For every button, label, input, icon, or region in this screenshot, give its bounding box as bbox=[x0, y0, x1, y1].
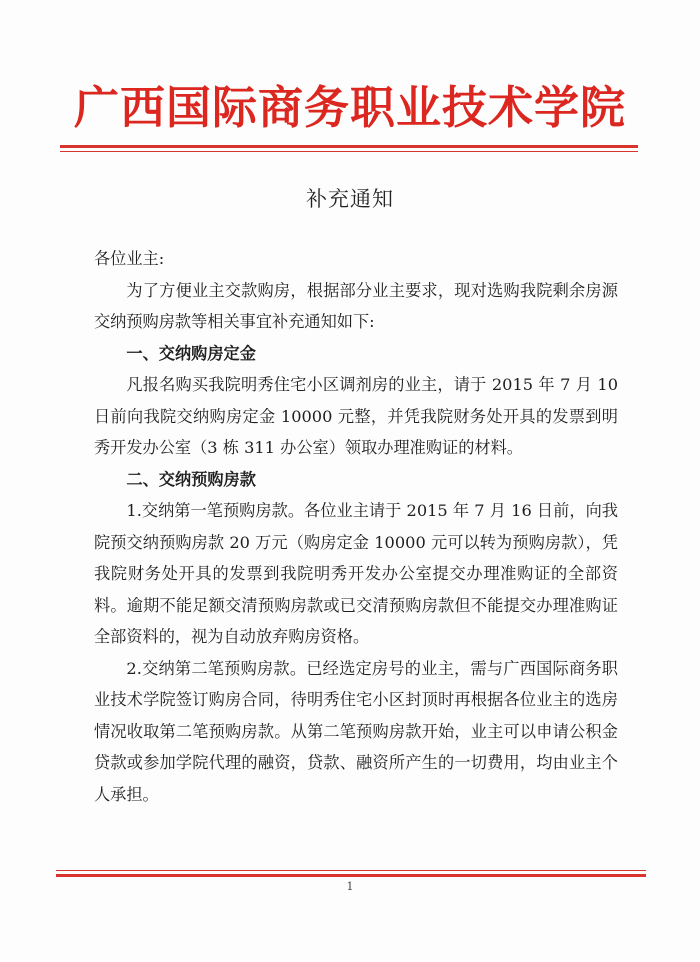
section-2-item-1: 1.交纳第一笔预购房款。各位业主请于 2015 年 7 月 16 日前，向我院预交纳预购房款 20 万元（购房定金 10000 元可以转为预购房款），凭我院财务处开具的发票到我院明秀开发办公室提交办理准购证的全部资料。逾期不能足额交清预购房款或已交清预购房款但不能提交办理准购证全部资料的，视为自动放弃购房资格。 bbox=[94, 501, 618, 646]
section-2-item-2: 2.交纳第二笔预购房款。已经选定房号的业主，需与广西国际商务职业技术学院签订购房合同，待明秀住宅小区封顶时再根据各位业主的选房情况收取第二笔预购房款。从第二笔预购房款开始，业主可以申请公积金贷款或参加学院代理的融资，贷款、融资所产生的一切费用，均由业主个人承担。 bbox=[94, 658, 618, 804]
letterhead-rule-thick bbox=[60, 145, 638, 148]
section-2-heading: 二、交纳预购房款 bbox=[126, 469, 256, 489]
institution-letterhead: 广西国际商务职业技术学院 bbox=[73, 81, 626, 134]
page-number: 1 bbox=[346, 880, 354, 893]
salutation: 各位业主: bbox=[94, 249, 165, 268]
notice-title: 补充通知 bbox=[306, 187, 394, 211]
section-1-heading: 一、交纳购房定金 bbox=[126, 343, 256, 363]
intro-paragraph: 为了方便业主交款购房，根据部分业主要求，现对选购我院剩余房源交纳预购房款等相关事宜补充通知如下: bbox=[94, 280, 618, 331]
footer-rule-thick bbox=[56, 874, 646, 877]
footer-rule-thin bbox=[56, 870, 646, 871]
notice-body bbox=[94, 243, 618, 810]
letterhead-rule-thin bbox=[60, 151, 638, 152]
section-1-paragraph: 凡报名购买我院明秀住宅小区调剂房的业主，请于 2015 年 7 月 10 日前向我院交纳购房定金 10000 元整，并凭我院财务处开具的发票到明秀开发办公室（3 栋 311 办公室）领取办理准购证的材料。 bbox=[94, 375, 618, 457]
